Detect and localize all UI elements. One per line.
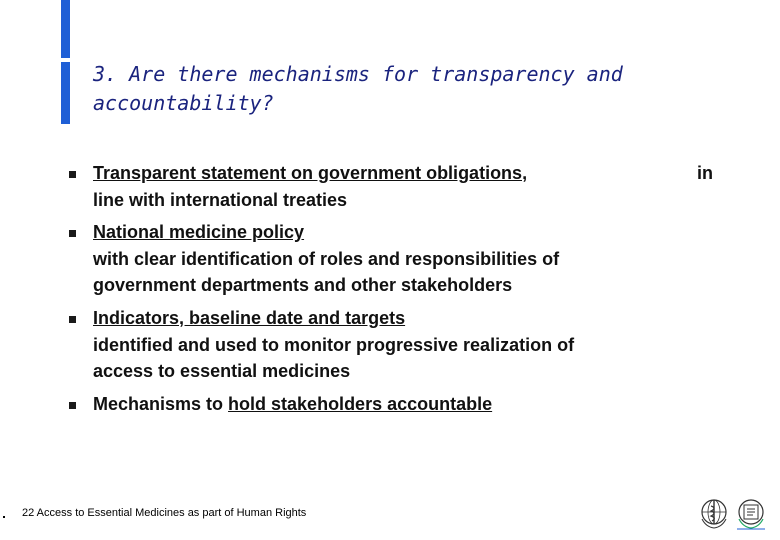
accent-bar-bottom [61,62,70,124]
slide-title-line-1: 3. Are there mechanisms for transparency and [93,62,623,86]
bullet-4-prefix: Mechanisms to [93,394,229,414]
bullet-marker-icon [69,171,76,178]
who-emblem-icon [698,497,730,531]
link-government-obligations[interactable]: Transparent statement on government obligations, [93,163,528,183]
human-rights-logo-icon [735,497,767,531]
link-national-medicine-policy[interactable]: National medicine policy [93,222,305,242]
footer-dot [3,516,5,518]
slide-footer: 22 Access to Essential Medicines as part of Human Rights [22,507,307,519]
bullet-1-trailing-word: in [697,163,713,183]
bullet-2-line-3: government departments and other stakeholders [93,275,513,295]
accent-bar-top [61,0,70,58]
bullet-3-line-3: access to essential medicines [93,361,351,381]
link-hold-stakeholders[interactable]: hold stakeholders accountable [228,394,493,414]
bullet-item-2 [93,219,693,299]
bullet-item-1 [93,160,693,213]
bullet-marker-icon [69,230,76,237]
link-indicators-baseline[interactable]: Indicators, baseline date and targets [93,308,406,328]
slide-title [93,60,733,118]
bullet-1-line-2: line with international treaties [93,189,348,210]
bullet-marker-icon [69,316,76,323]
bullet-marker-icon [69,402,76,409]
slide-title-line-2: accountability? [93,91,274,115]
bullet-item-4 [93,391,693,418]
bullet-3-line-2: identified and used to monitor progressive realization of [93,334,575,355]
bullet-2-line-2: with clear identification of roles and responsibilities of [93,248,560,269]
bullet-item-3 [93,305,693,385]
